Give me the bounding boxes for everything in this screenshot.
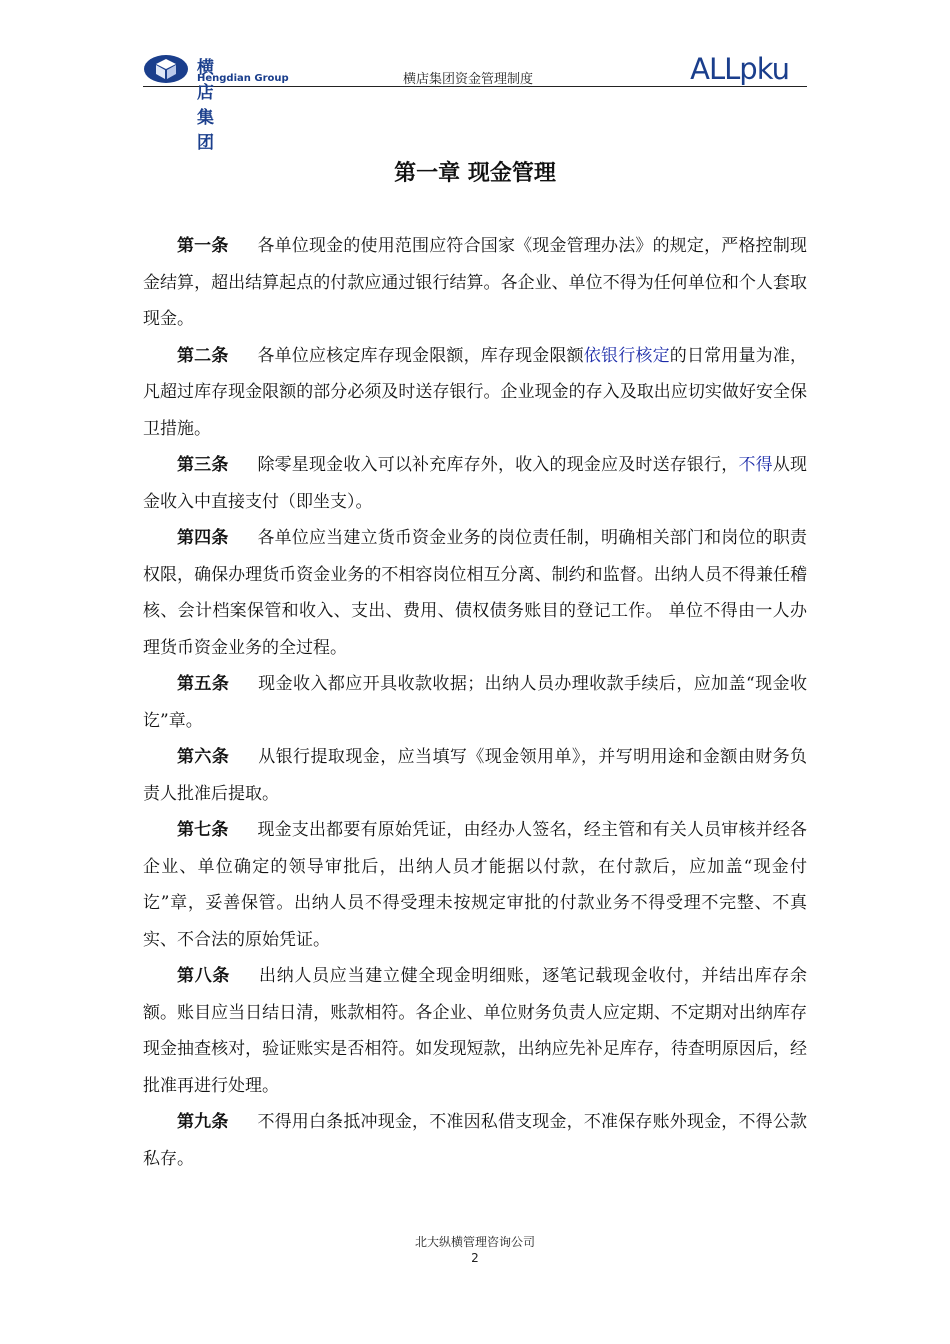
- article: [143, 447, 807, 520]
- logo-en-text: Hengdian Group: [197, 73, 289, 84]
- article-label: 第一条: [177, 236, 229, 256]
- article-label: 第七条: [177, 820, 229, 840]
- allpku-logo: ALLpku: [690, 52, 789, 86]
- article-text: 各单位应当建立货币资金业务的岗位责任制，明确相关部门和岗位的职责权限，确保办理货币资金业务的不相容岗位相互分离、制约和监督。出纳人员不得兼任稽核、会计档案保管和收入、支出、费用、债权债务账目的登记工作。 单位不得由一人办理货币资金业务的全过程。: [143, 528, 808, 658]
- page-number: 2: [471, 1251, 479, 1265]
- article: [143, 338, 807, 448]
- article-text: 从现金收入中直接支付（即坐支）。: [143, 455, 808, 512]
- article-label: 第二条: [177, 345, 229, 366]
- hengdian-cube-icon: [143, 54, 189, 84]
- article-list: [143, 228, 807, 1177]
- article-text: 各单位应核定库存现金限额，库存现金限额: [257, 345, 584, 366]
- article-text: 出纳人员应当建立健全现金明细账，逐笔记载现金收付，并结出库存余额。账目应当日结日清，账款相符。各企业、单位财务负责人应定期、不定期对出纳库存现金抽查核对，验证账实是否相符。如发现短款，出纳应先补足库存，待查明原因后，经批准再进行处理。: [143, 966, 808, 1096]
- article-text: 现金收入都应开具收款收据；出纳人员办理收款手续后，应加盖“现金收讫”章。: [143, 674, 807, 731]
- logo-cn-text: 横店集团: [197, 58, 215, 153]
- page-footer: [0, 1234, 950, 1266]
- highlighted-text: 不得: [738, 455, 773, 475]
- article: [143, 812, 807, 958]
- article: [143, 520, 807, 666]
- article: [143, 739, 807, 812]
- page-header: [143, 50, 807, 153]
- article-text: 不得用白条抵冲现金，不准因私借支现金，不准保存账外现金，不得公款私存。: [143, 1112, 808, 1169]
- article-label: 第八条: [177, 966, 231, 986]
- article: [143, 1104, 807, 1177]
- article-text: 各单位现金的使用范围应符合国家《现金管理办法》的规定，严格控制现金结算，超出结算起点的付款应通过银行结算。各企业、单位不得为任何单位和个人套取现金。: [143, 236, 808, 329]
- article: [143, 958, 807, 1104]
- article-text: 从银行提取现金，应当填写《现金领用单》，并写明用途和金额由财务负责人批准后提取。: [143, 747, 808, 804]
- article-label: 第六条: [177, 747, 230, 767]
- chapter-title: 第一章 现金管理: [394, 161, 556, 186]
- article: [143, 228, 807, 338]
- article-label: 第九条: [177, 1112, 229, 1132]
- footer-company: 北大纵横管理咨询公司: [414, 1235, 535, 1249]
- article-text: 现金支出都要有原始凭证，由经办人签名，经主管和有关人员审核并经各企业、单位确定的领导审批后，出纳人员才能据以付款，在付款后，应加盖“现金付讫”章，妥善保管。出纳人员不得受理未按规定审批的付款业务不得受理不完整、不真实、不合法的原始凭证。: [143, 820, 808, 950]
- highlighted-text: 依银行核定: [583, 345, 670, 366]
- article-label: 第四条: [177, 528, 229, 548]
- article-text: 除零星现金收入可以补充库存外，收入的现金应及时送存银行，: [257, 455, 739, 475]
- article-label: 第五条: [177, 674, 230, 694]
- article-label: 第三条: [177, 455, 229, 475]
- header-title: 横店集团资金管理制度: [403, 72, 534, 87]
- article: [143, 666, 807, 739]
- article-text: 的日常用量为准，凡超过库存现金限额的部分必须及时送存银行。企业现金的存入及取出应切实做好安全保卫措施。: [143, 345, 808, 439]
